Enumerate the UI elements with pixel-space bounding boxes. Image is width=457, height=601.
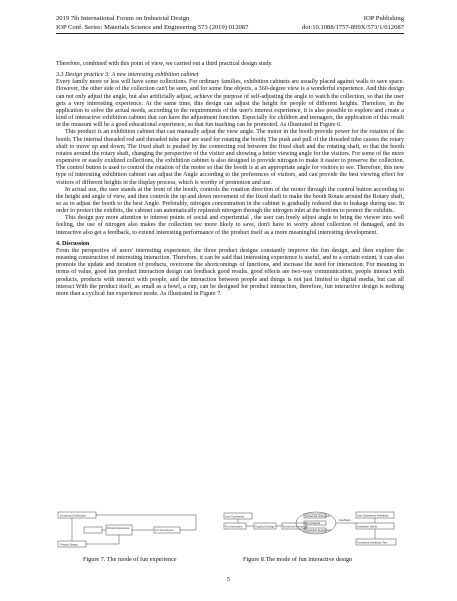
section-3-3-paragraph-1: Every family more or less will have some collections. For ordinary families, exhibition cabinets are usually placed against walls to save space. However, the other side of the collection can't be seen, and for some fine objects, a 360-degree view is a wonderful experience. And this design can not only adjust the angle, but also artificially adjust, achieve the purpose of self-adjusting the angle to watch the collection, so that the user gets a very interesting experience. At the same time, this design can adjust the height for people of different heights. Therefore, in the application to solve the actual needs, according to the requirements of the user's interest experience, it is also possible to explore and create a kind of interactive exhibition cabinet that can have the adjustment function. Especially for children and teenagers, the application of this result in the museum will be a good educational experience, so that fun teaching can be promoted. As illustrated in Figure 6. [56, 79, 404, 129]
header-rule [56, 33, 404, 34]
fig8-label-11: Feedback [339, 519, 351, 522]
fig7-label-3: Fun Experience [155, 529, 174, 532]
fig8-label-7: Interaction Experience [305, 529, 331, 533]
intro-paragraph: Therefore, combined with this point of view, we carried out a third practical design study. [56, 61, 273, 67]
doi-text: doi:10.1088/1757-899X/573/1/012087 [301, 24, 404, 31]
fig8-label-6: Physiological [305, 522, 321, 526]
fig8-label-2: Fun Interaction [225, 525, 243, 529]
fig8-label-4: Emotional Interaction [283, 525, 308, 529]
fig8-label-1: User Experience [225, 515, 245, 519]
series-text: IOP Conf. Series: Materials Science and Engineering 573 (2019) 012087 [56, 24, 249, 31]
fig8-label-5: Behavioral Interaction [305, 515, 331, 519]
fig7-label-1: Emotional Gratification [60, 514, 87, 518]
fig8-label-8: User Experience Feedback [357, 514, 389, 518]
main-body [56, 61, 404, 298]
figure-7-caption: Figure 7. The mode of fun experience [83, 556, 177, 563]
fig8-label-10: Functional Interaction Test [357, 541, 388, 545]
fig8-label-3: Cognitive Design [255, 525, 275, 529]
fig7-label-2: Product Experience [107, 527, 130, 530]
figures-row [56, 509, 404, 549]
conference-name: 2019 7th International Forum on Industrial Design [56, 15, 190, 22]
section-3-3-paragraph-3: In actual use, the user stands at the front of the booth, controls the rotation direction of the motor through the control button according to the height and angle of view, and then controls the up and down movement of the fixed shaft to make the booth Rotate around the Rotary shaft, so as to adjust the booth to the best Angle. Preferably, nitrogen concentration in the cabinet is gradually reduced due to leakage during use. In order to protect the exhibits, the cabinet can automatically replenish nitrogen through the nitrogen inlet at the bottom to protect the exhibits. [56, 186, 404, 215]
section-3-3-heading: 3.3 Design practice 3: A new interesting exhibition cabinet [56, 72, 199, 79]
page-number: 5 [227, 577, 230, 583]
section-4-heading: 4. Discussion [56, 240, 90, 247]
figure-7-and-8-diagram [56, 509, 404, 549]
fig7-box-extra [84, 527, 102, 533]
section-3-3-paragraph-4: This design pay more attention to interest points of social and experiential , the user can freely adjust angle to bring the viewer into well feeling, the use of nitrogen also makes the collection we more likely to save, don't have to worry about collection of damaged, and its interactive also get a feedback, to extend interesting performance of the product itself as a more meaningful interesting development. [56, 215, 404, 236]
section-3-3-paragraph-2: This product is an exhibition cabinet that can manually adjust the view angle. The motor in the booth provide power for the rotation of the booth; The internal threaded rod and threaded tube pair are used for rotating the booth; The push and pull of the threaded tube causes the rotary shaft to move up and down; The fixed shaft is pushed by the connecting rod between the fixed shaft and the rotating shaft, so that the booth rotates around the rotary shaft, changing the perspective of the visitor and showing a better viewing angle for the visitors. For some of the more expensive or easily oxidized collections, the exhibition cabinet is also designed to provide nitrogen to make it easier to preserve the collection. The control button is used to control the rotation of the motor so that the booth is at an appropriate angle for visitors to see. Therefore, this new type of interesting exhibition cabinet can adjust the Angle according to the preferences of visitors, and can provide the best viewing effect for visitors of different heights in the display process, which is worthy of promotion and use. [56, 129, 404, 186]
section-4-paragraph-1: From the perspective of users' interesting experience, the three product designs constantly improve the fun design, and then explore the meaning construction of interesting interaction. Therefore, it can be said that interesting experience is useful, and to a certain extent, it can also promote the update and iteration of products, overcome the shortcomings of functions, and increase the need for interaction. For meaning in terms of value, good fun product interaction design can feedback good results, good effects are two-way communication, people interact with products, products with interact with people, and the interaction between people and things is not just limited to digital media, but can all interact With the product itself, as small as a bowl, a cup, can be designed for product interaction, therefore, fun interactive design is nothing more than a cyclical fun experience mode. As illustrated in Figure 7. [56, 247, 404, 297]
fig8-label-9: Interaction Needs [357, 525, 378, 529]
publisher-name: IOP Publishing [363, 15, 404, 22]
fig7-label-4: Product Design [60, 543, 78, 547]
figure-8-caption: Figure 8.The mode of fun interactive design [243, 556, 353, 563]
